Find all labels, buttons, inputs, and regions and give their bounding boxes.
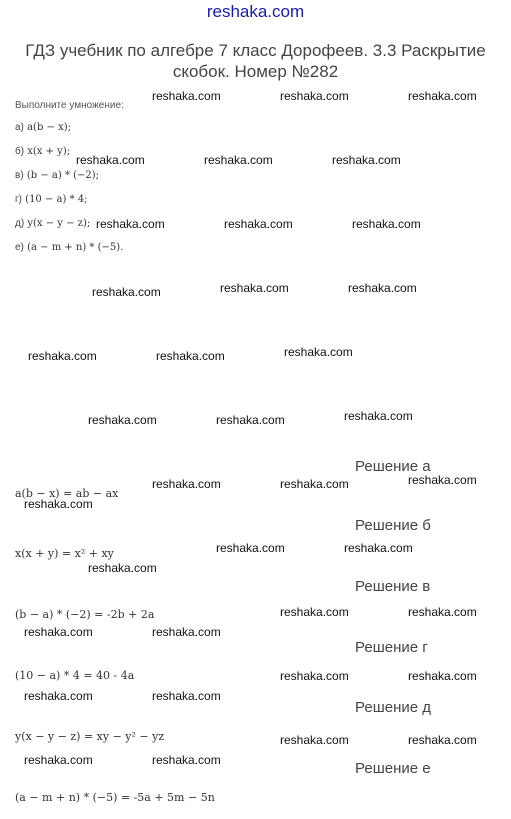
watermark: reshaka.com bbox=[152, 89, 221, 103]
watermark: reshaka.com bbox=[280, 89, 349, 103]
task-item-g: г) (10 − a) * 4; bbox=[15, 194, 88, 205]
watermark: reshaka.com bbox=[88, 561, 157, 575]
watermark: reshaka.com bbox=[280, 477, 349, 491]
watermark: reshaka.com bbox=[28, 349, 97, 363]
watermark: reshaka.com bbox=[24, 753, 93, 767]
watermark: reshaka.com bbox=[332, 153, 401, 167]
solution-heading-e: Решение е bbox=[355, 760, 431, 777]
watermark: reshaka.com bbox=[408, 605, 477, 619]
watermark: reshaka.com bbox=[152, 477, 221, 491]
solution-text-g: (10 − a) * 4 = 40 - 4a bbox=[15, 669, 135, 682]
task-item-b: б) x(x + y); bbox=[15, 146, 71, 157]
task-instruction: Выполните умножение: bbox=[15, 100, 124, 111]
watermark: reshaka.com bbox=[156, 349, 225, 363]
watermark: reshaka.com bbox=[92, 285, 161, 299]
solution-text-a: a(b − x) = ab − ax bbox=[15, 487, 119, 500]
watermark: reshaka.com bbox=[216, 413, 285, 427]
task-item-d: д) y(x − y − z); bbox=[15, 218, 91, 229]
watermark: reshaka.com bbox=[152, 625, 221, 639]
watermark: reshaka.com bbox=[152, 689, 221, 703]
watermark: reshaka.com bbox=[408, 669, 477, 683]
watermark: reshaka.com bbox=[24, 497, 93, 511]
solution-text-d: y(x − y − z) = xy − y² − yz bbox=[15, 730, 165, 743]
watermark: reshaka.com bbox=[96, 217, 165, 231]
watermark: reshaka.com bbox=[280, 733, 349, 747]
watermark: reshaka.com bbox=[216, 541, 285, 555]
site-logo[interactable]: reshaka.com bbox=[206, 2, 305, 21]
watermark: reshaka.com bbox=[352, 217, 421, 231]
watermark: reshaka.com bbox=[224, 217, 293, 231]
watermark: reshaka.com bbox=[204, 153, 273, 167]
task-item-a: а) a(b − x); bbox=[15, 122, 72, 133]
watermark: reshaka.com bbox=[220, 281, 289, 295]
solution-text-v: (b − a) * (−2) = -2b + 2a bbox=[15, 608, 155, 621]
watermark: reshaka.com bbox=[24, 689, 93, 703]
watermark: reshaka.com bbox=[284, 345, 353, 359]
watermark: reshaka.com bbox=[24, 625, 93, 639]
solution-text-e: (a − m + n) * (−5) = -5a + 5m − 5n bbox=[15, 791, 215, 804]
watermark: reshaka.com bbox=[408, 89, 477, 103]
solution-text-b: x(x + y) = x² + xy bbox=[15, 547, 114, 560]
watermark: reshaka.com bbox=[344, 409, 413, 423]
watermark: reshaka.com bbox=[280, 605, 349, 619]
watermark: reshaka.com bbox=[280, 669, 349, 683]
solution-heading-a: Решение а bbox=[355, 458, 431, 475]
watermark: reshaka.com bbox=[152, 753, 221, 767]
watermark: reshaka.com bbox=[76, 153, 145, 167]
watermark: reshaka.com bbox=[88, 413, 157, 427]
solution-heading-b: Решение б bbox=[355, 517, 431, 534]
watermark: reshaka.com bbox=[348, 281, 417, 295]
watermark: reshaka.com bbox=[408, 733, 477, 747]
solution-heading-v: Решение в bbox=[355, 578, 431, 595]
watermark: reshaka.com bbox=[408, 473, 477, 487]
task-item-v: в) (b − a) * (−2); bbox=[15, 170, 100, 181]
task-item-e: е) (a − m + n) * (−5). bbox=[15, 242, 124, 253]
solution-heading-d: Решение д bbox=[355, 699, 431, 716]
solution-heading-g: Решение г bbox=[355, 639, 428, 656]
page-title: ГДЗ учебник по алгебре 7 класс Дорофеев. 3.3 Раскрытие скобок. Номер №282 bbox=[25, 41, 486, 81]
watermark: reshaka.com bbox=[344, 541, 413, 555]
